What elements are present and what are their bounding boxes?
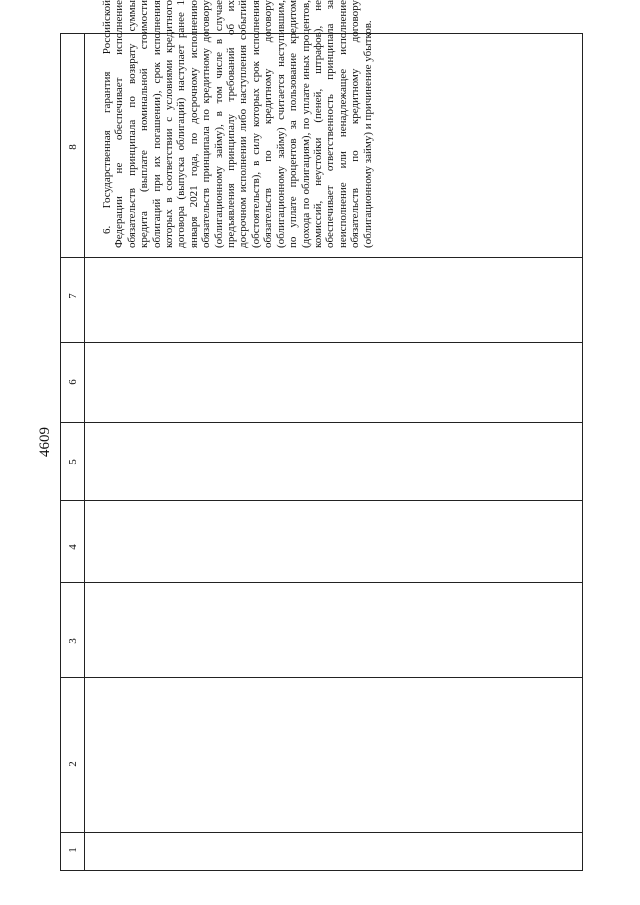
column-number-2: 2	[67, 761, 79, 767]
column-divider	[61, 677, 582, 678]
column-number-1: 1	[67, 847, 79, 853]
table-header-row	[61, 34, 85, 870]
column-number-8: 8	[67, 144, 79, 150]
document-table	[60, 0, 583, 871]
column-number-6: 6	[67, 379, 79, 385]
column-8-paragraph: 6. Государственная гарантия Российской Федерации не обеспечивает исполнение обязательств принципала по возврату суммы кредита (выплате номинальной стоимости облигаций при их погашении), срок исполнения которых в соответствии с условиями кредитного договора (выпуска облигаций) наступает ранее 1 января 2021 года, по досрочному исполнению обязательств принципала по кредитному договору (облигационному займу), в том числе в случае предъявления принципалу требований об их досрочном исполнении либо наступления событий (обстоятельств), в силу которых срок исполнения обязательств по кредитному договору (облигационному займу) считается наступившим, по уплате процентов за пользование кредитом (дохода по облигациям), по уплате иных процентов, комиссий, неустойки (пеней, штрафов), не обеспечивает ответственность принципала за неисполнение или ненадлежащее исполнение обязательств по кредитному договору (облигационному займу) и причинение убытков.	[101, 0, 374, 248]
column-number-3: 3	[67, 638, 79, 644]
column-8-cell	[101, 0, 571, 248]
column-divider	[61, 422, 582, 423]
column-number-5: 5	[67, 459, 79, 465]
column-number-4: 4	[67, 544, 79, 550]
column-divider	[61, 582, 582, 583]
column-divider	[61, 500, 582, 501]
column-8-wrap	[101, 0, 374, 248]
column-number-7: 7	[67, 293, 79, 299]
column-divider	[61, 342, 582, 343]
page-number: 4609	[37, 427, 53, 457]
column-divider	[61, 257, 582, 258]
column-divider	[61, 832, 582, 833]
